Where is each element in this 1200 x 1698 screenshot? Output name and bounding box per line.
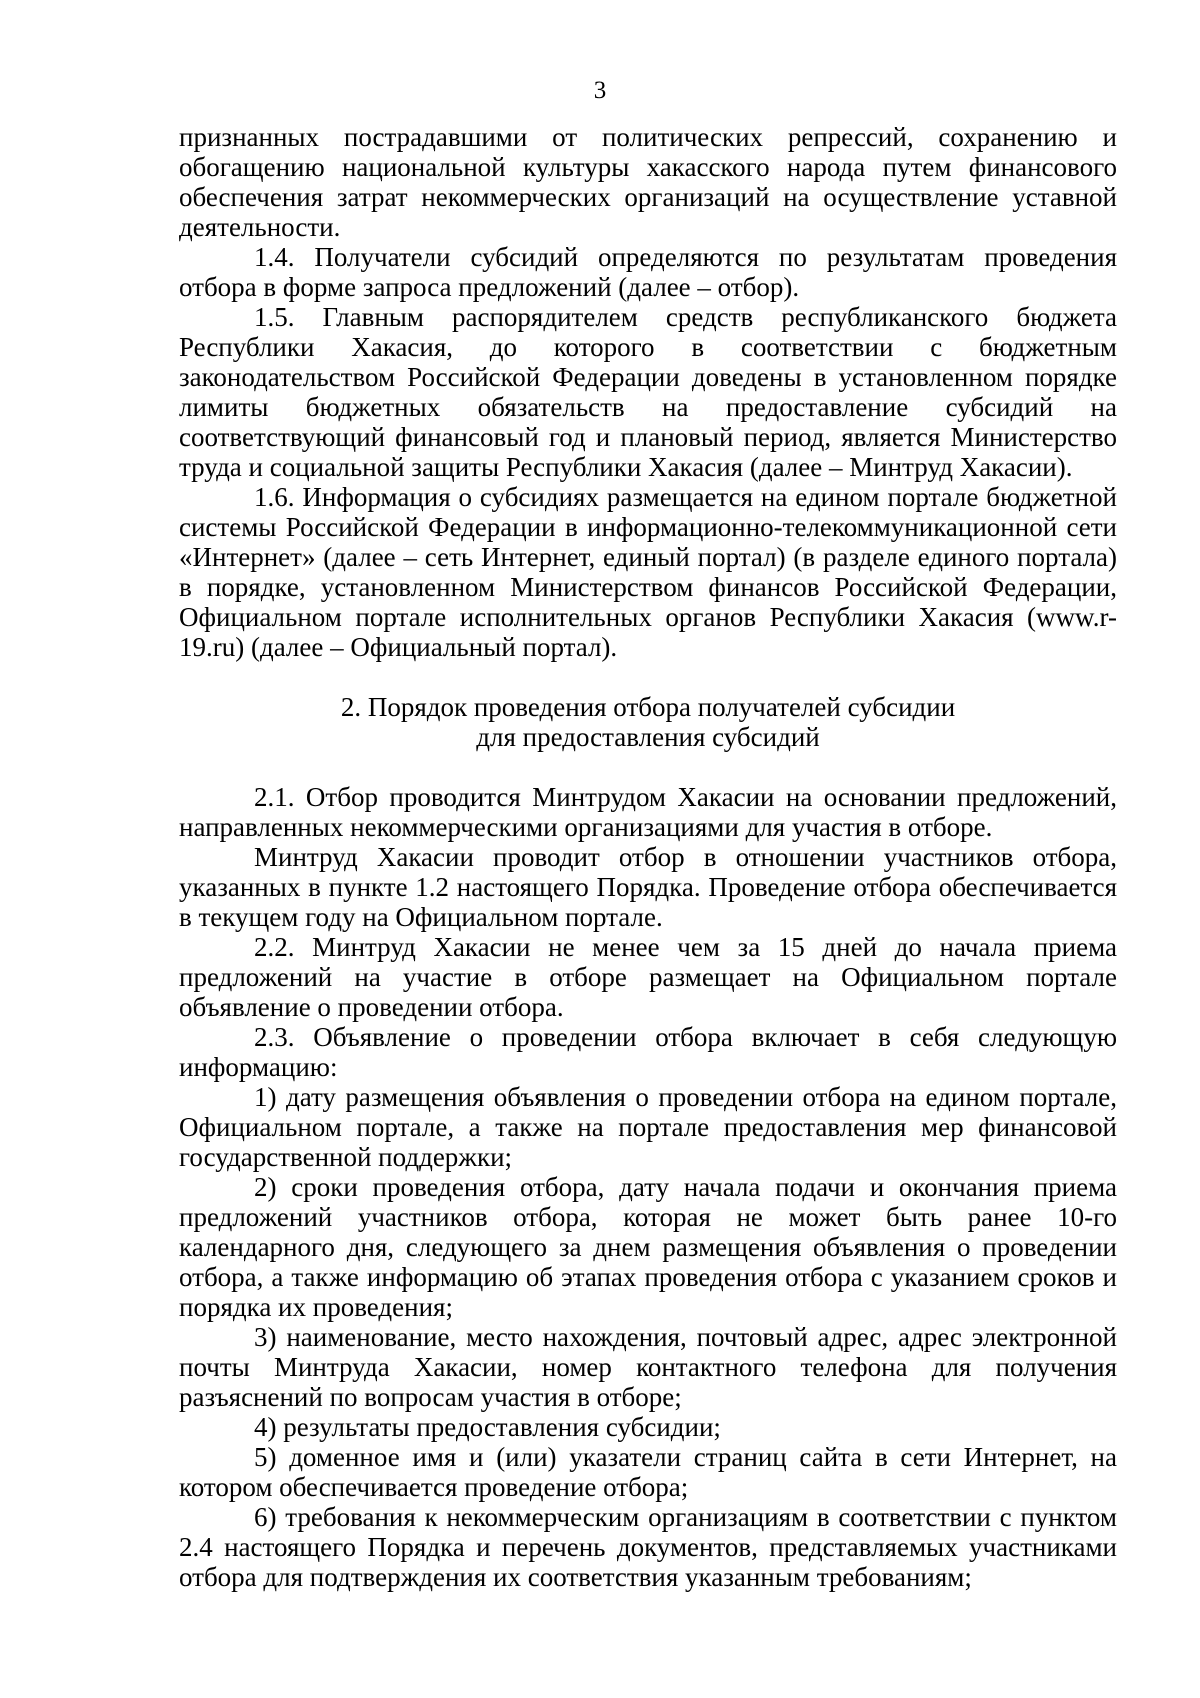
list-item-5: 5) доменное имя и (или) указатели страниц сайта в сети Интернет, на котором обеспечивается проведение отбора; xyxy=(179,1442,1117,1502)
list-item-4: 4) результаты предоставления субсидии; xyxy=(254,1412,721,1442)
paragraph-continuation: признанных пострадавшими от политических репрессий, сохранению и обогащению национальной культуры хакасского народа путем финансового обеспечения затрат некоммерческих организаций на осуществление уставной деятельности. xyxy=(179,122,1117,242)
paragraph-1-6: 1.6. Информация о субсидиях размещается на едином портале бюджетной системы Российской Федерации в информационно-телекоммуникационной сети «Интернет» (далее – сеть Интернет, единый портал) (в разделе единого портала) в порядке, установленном Министерством финансов Российской Федерации, Официальном портале исполнительных органов Республики Хакасия (www.r-19.ru) (далее – Официальный портал). xyxy=(179,482,1117,662)
list-item-2: 2) сроки проведения отбора, дату начала подачи и окончания приема предложений участников отбора, которая не может быть ранее 10-го календарного дня, следующего за днем размещения объявления о проведении отбора, а также информацию об этапах проведения отбора с указанием сроков и порядка их проведения; xyxy=(179,1172,1117,1322)
paragraph-1-5: 1.5. Главным распорядителем средств республиканского бюджета Республики Хакасия, до которого в соответствии с бюджетным законодательством Российской Федерации доведены в установленном порядке лимиты бюджетных обязательств на предоставление субсидий на соответствующий финансовый год и плановый период, является Министерство труда и социальной защиты Республики Хакасия (далее – Минтруд Хакасии). xyxy=(179,302,1117,482)
section-heading xyxy=(179,692,1117,752)
paragraph-1-4: 1.4. Получатели субсидий определяются по результатам проведения отбора в форме запроса предложений (далее – отбор). xyxy=(179,242,1117,302)
list-item-3: 3) наименование, место нахождения, почтовый адрес, адрес электронной почты Минтруда Хакасии, номер контактного телефона для получения разъяснений по вопросам участия в отборе; xyxy=(179,1322,1117,1412)
document-body xyxy=(179,122,1117,1592)
paragraph-2-1: 2.1. Отбор проводится Минтрудом Хакасии на основании предложений, направленных некоммерческими организациями для участия в отборе. xyxy=(179,782,1117,842)
list-item-1: 1) дату размещения объявления о проведении отбора на едином портале, Официальном портале, а также на портале предоставления мер финансовой государственной поддержки; xyxy=(179,1082,1117,1172)
section-heading-line-2: для предоставления субсидий xyxy=(476,722,820,752)
paragraph-2-3: 2.3. Объявление о проведении отбора включает в себя следующую информацию: xyxy=(179,1022,1117,1082)
paragraph-2-1-continued: Минтруд Хакасии проводит отбор в отношении участников отбора, указанных в пункте 1.2 настоящего Порядка. Проведение отбора обеспечивается в текущем году на Официальном портале. xyxy=(179,842,1117,932)
paragraph-2-2: 2.2. Минтруд Хакасии не менее чем за 15 дней до начала приема предложений на участие в отборе размещает на Официальном портале объявление о проведении отбора. xyxy=(179,932,1117,1022)
page-number: 3 xyxy=(593,77,607,104)
list-item-6: 6) требования к некоммерческим организациям в соответствии с пунктом 2.4 настоящего Порядка и перечень документов, представляемых участниками отбора для подтверждения их соответствия указанным требованиям; xyxy=(179,1502,1117,1592)
section-heading-line-1: 2. Порядок проведения отбора получателей субсидии xyxy=(340,692,956,722)
